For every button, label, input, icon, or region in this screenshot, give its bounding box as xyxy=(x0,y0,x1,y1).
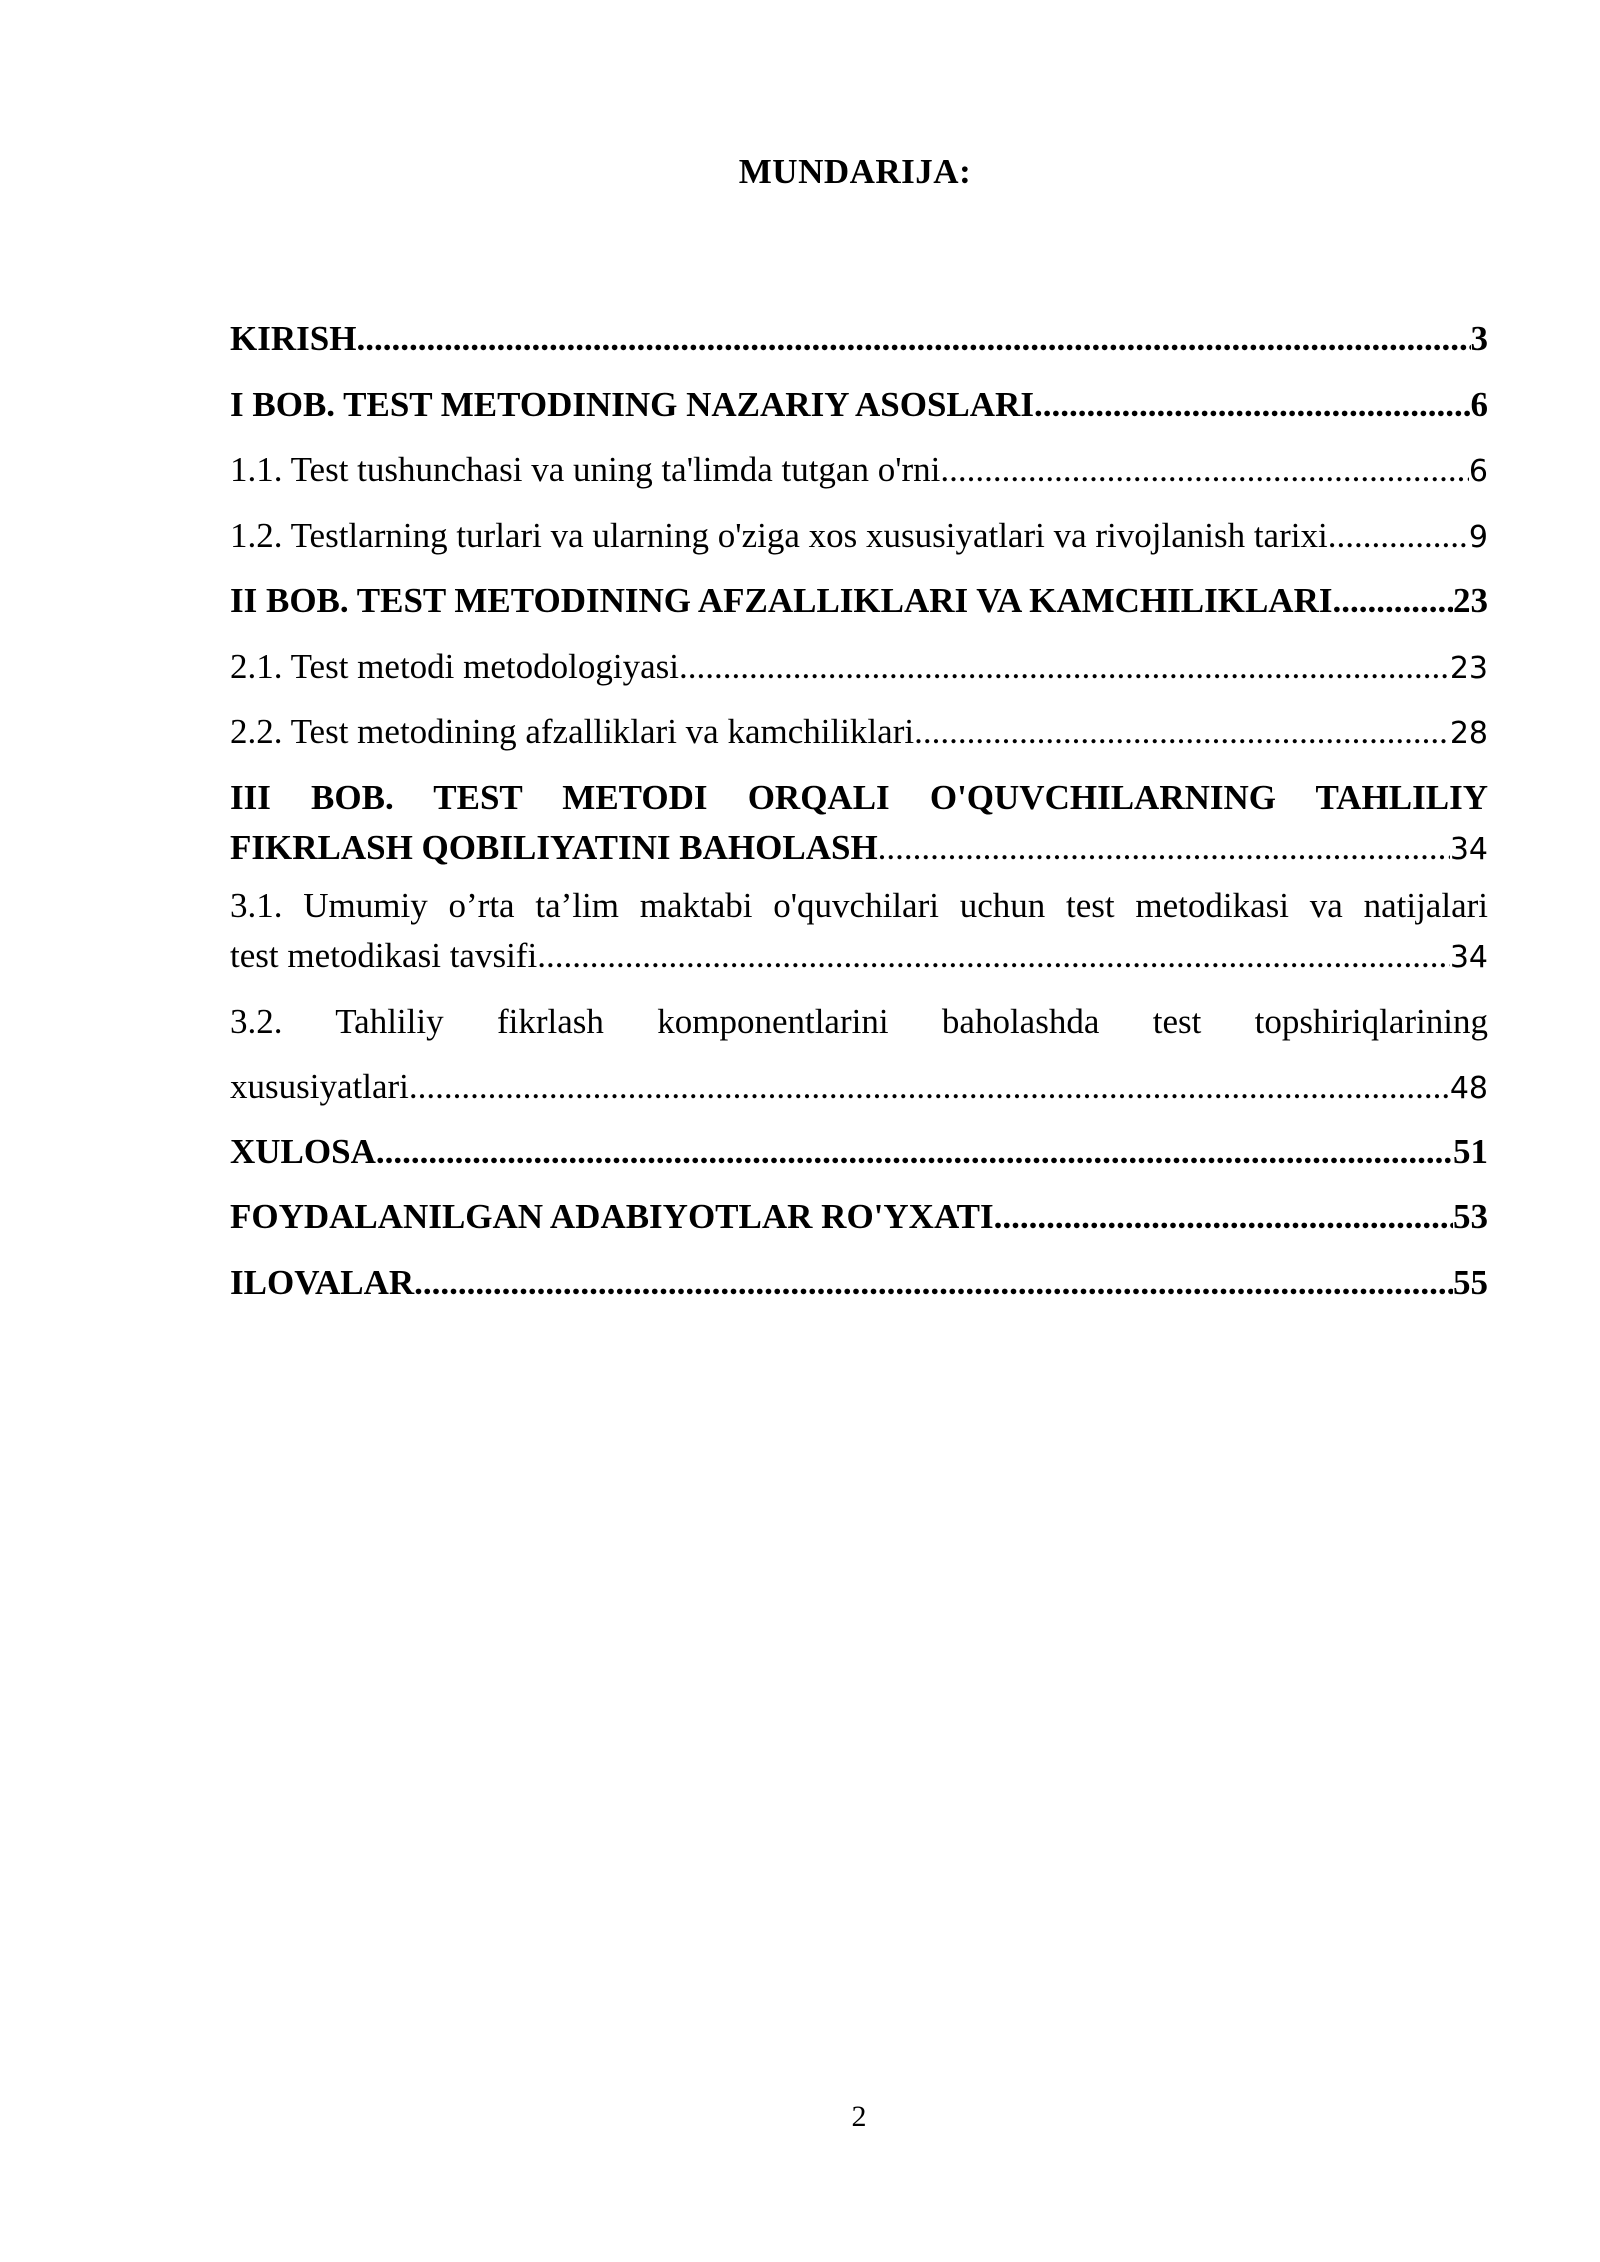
toc-page-number: 23 xyxy=(1449,650,1488,686)
toc-page-number: 28 xyxy=(1449,716,1488,751)
toc-entry-section-3-2[interactable] xyxy=(230,989,1488,1119)
toc-entry-last-line xyxy=(230,823,1488,873)
dot-leader xyxy=(878,823,1450,873)
toc-entry-label: ILOVALAR xyxy=(230,1262,415,1302)
toc-page-number: 34 xyxy=(1449,939,1488,975)
toc-page-number: 9 xyxy=(1468,519,1488,555)
dot-leader xyxy=(356,306,1470,372)
toc-entry-chapter-3[interactable] xyxy=(230,773,1488,873)
toc-page-number: 55 xyxy=(1453,1262,1488,1302)
toc-entry-label: I BOB. TEST METODINING NAZARIY ASOSLARI xyxy=(230,384,1034,424)
toc-entry-label-line-2: test metodikasi tavsifi xyxy=(230,935,538,975)
toc-entry-section-2-1[interactable] xyxy=(230,634,1488,700)
toc-entry-section-3-1[interactable] xyxy=(230,881,1488,981)
toc-page-number: 6 xyxy=(1468,454,1488,489)
toc-page-number: 23 xyxy=(1453,581,1488,620)
page-number-footer: 2 xyxy=(851,2100,867,2133)
toc-entry-section-1-1[interactable] xyxy=(230,437,1488,503)
dot-leader xyxy=(537,931,1450,981)
toc-entry-chapter-1[interactable] xyxy=(230,372,1488,438)
dot-leader xyxy=(409,1054,1450,1119)
toc-entry-chapter-2[interactable] xyxy=(230,568,1488,634)
toc-entry-last-line xyxy=(230,1054,1488,1119)
toc-page-number: 48 xyxy=(1449,1070,1488,1106)
page-title: MUNDARIJA: xyxy=(738,152,972,191)
dot-leader xyxy=(994,1184,1453,1250)
toc-entry-label: XULOSA xyxy=(230,1131,376,1171)
toc-entry-section-2-2[interactable] xyxy=(230,699,1488,765)
toc-entry-label: 1.1. Test tushunchasi va uning ta'limda tutgan o'rni xyxy=(230,450,941,489)
toc-entry-label: 1.2. Testlarning turlari va ularning o'ziga xos xususiyatlari va rivojlanish tarixi xyxy=(230,515,1328,555)
toc-entry-label-line-1: 3.1. Umumiy o’rta ta’lim maktabi o'quvchilari uchun test metodikasi va natijalari xyxy=(230,885,1488,925)
toc-page-number: 34 xyxy=(1449,831,1488,867)
table-of-contents xyxy=(230,306,1488,1315)
dot-leader xyxy=(414,1250,1453,1316)
toc-page-number: 3 xyxy=(1470,319,1488,358)
toc-entry-label-line-1: 3.2. Tahliliy fikrlash komponentlarini baholashda test topshiriqlarining xyxy=(230,1001,1488,1041)
toc-entry-label: 2.2. Test metodining afzalliklari va kamchiliklari xyxy=(230,712,915,751)
toc-entry-label: 2.1. Test metodi metodologiyasi xyxy=(230,646,679,686)
dot-leader xyxy=(940,437,1469,503)
toc-entry-label: FOYDALANILGAN ADABIYOTLAR RO'YXATI xyxy=(230,1197,994,1236)
toc-entry-label-line-1: III BOB. TEST METODI ORQALI O'QUVCHILARNING TAHLILIY xyxy=(230,777,1488,817)
toc-entry-label-line-2: FIKRLASH QOBILIYATINI BAHOLASH xyxy=(230,827,878,867)
toc-page-number: 53 xyxy=(1453,1197,1488,1236)
dot-leader xyxy=(376,1119,1453,1185)
toc-entry-references[interactable] xyxy=(230,1184,1488,1250)
toc-entry-last-line xyxy=(230,931,1488,981)
toc-entry-appendices[interactable] xyxy=(230,1250,1488,1316)
toc-entry-label: KIRISH xyxy=(230,319,357,358)
dot-leader xyxy=(1034,372,1471,438)
toc-entry-label-line-2: xususiyatlari xyxy=(230,1066,409,1106)
toc-entry-label: II BOB. TEST METODINING AFZALLIKLARI VA KAMCHILIKLARI xyxy=(230,581,1333,620)
toc-entry-kirish[interactable] xyxy=(230,306,1488,372)
toc-page-number: 51 xyxy=(1453,1131,1488,1171)
dot-leader xyxy=(1332,568,1453,634)
dot-leader xyxy=(914,699,1450,765)
toc-entry-xulosa[interactable] xyxy=(230,1119,1488,1185)
toc-entry-section-1-2[interactable] xyxy=(230,503,1488,569)
toc-page-number: 6 xyxy=(1470,384,1488,424)
dot-leader xyxy=(1328,503,1469,569)
dot-leader xyxy=(679,634,1450,700)
